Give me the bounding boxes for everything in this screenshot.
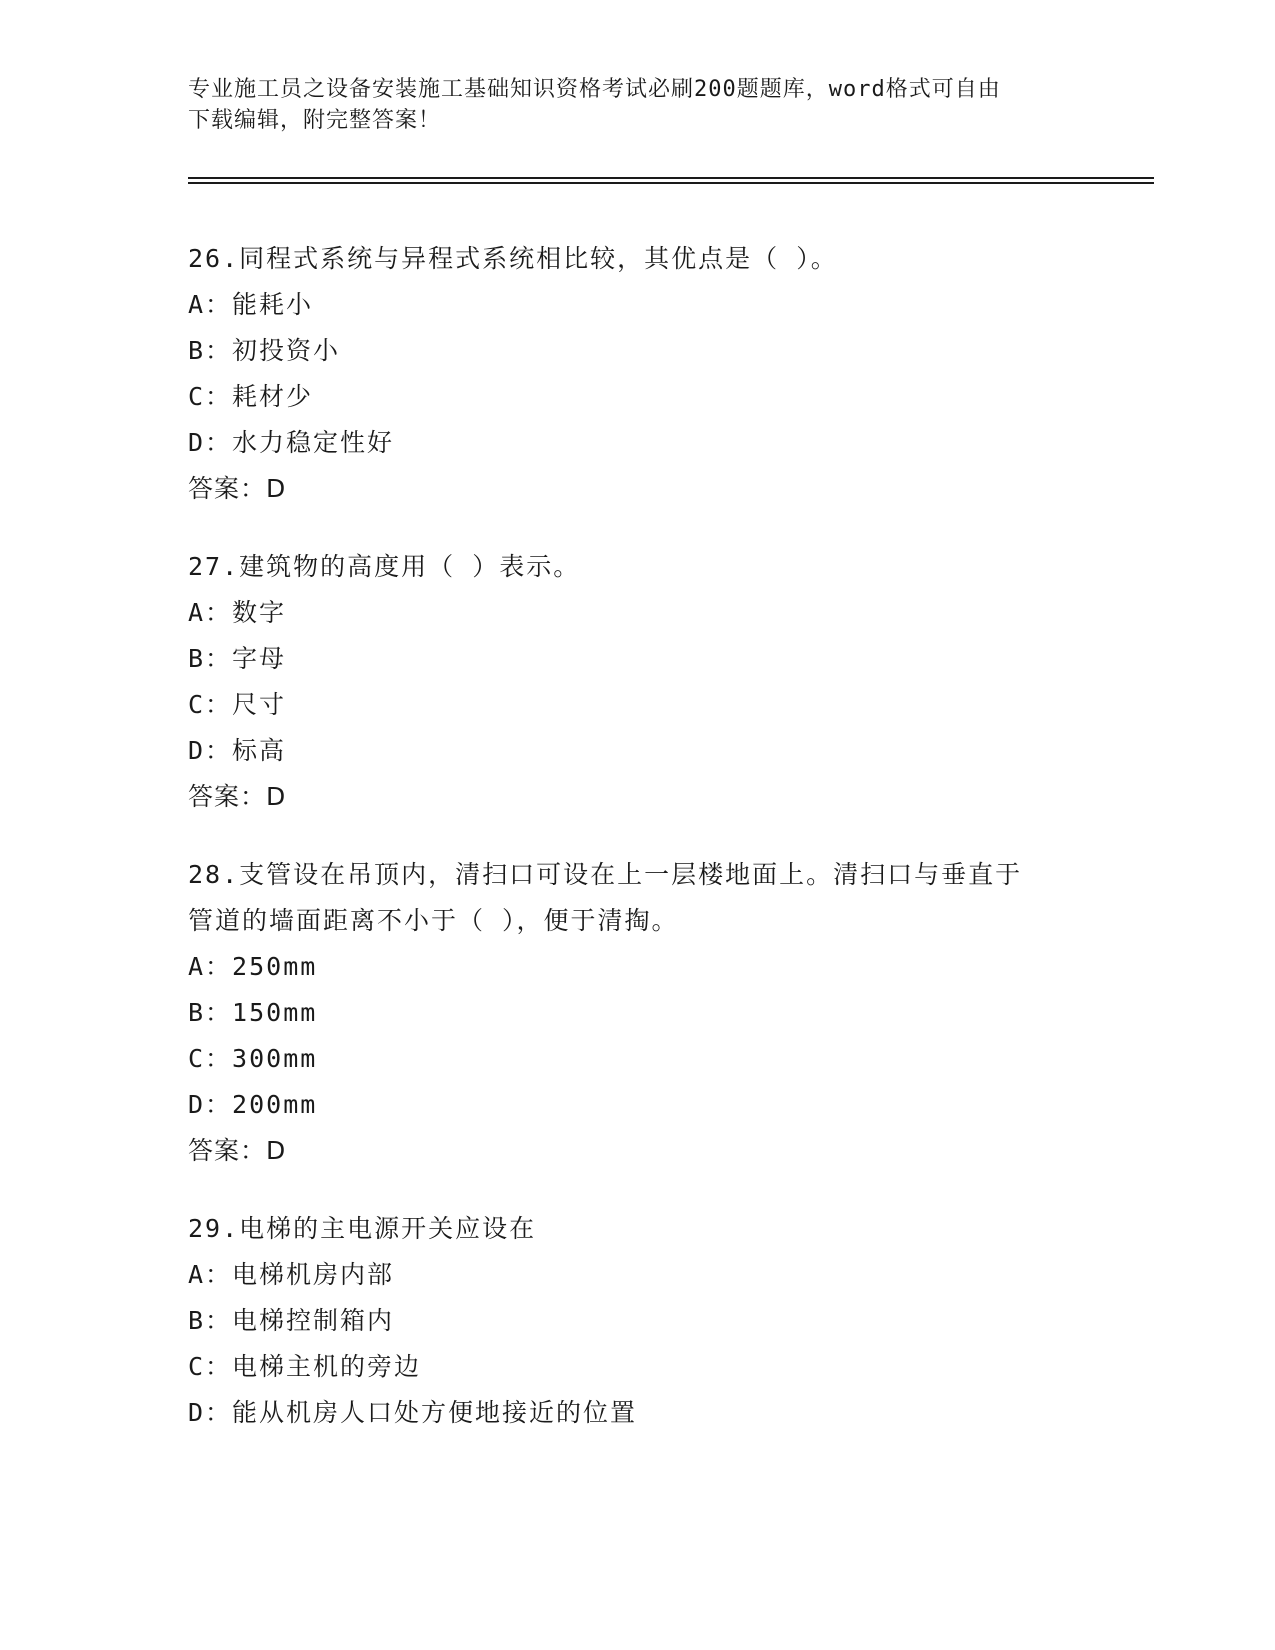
option-b: B：字母	[188, 644, 287, 673]
question-29	[188, 1206, 1088, 1436]
option-d: D：200mm	[188, 1090, 318, 1119]
question-list	[188, 236, 1088, 1468]
question-stem: 29.电梯的主电源开关应设在	[188, 1214, 537, 1243]
answer: 答案：D	[188, 782, 287, 811]
question-stem: 27.建筑物的高度用（ ）表示。	[188, 552, 581, 581]
option-c: C：300mm	[188, 1044, 318, 1073]
option-d: D：标高	[188, 736, 287, 765]
header-divider-bottom	[188, 182, 1154, 184]
header-divider-top	[188, 177, 1154, 179]
option-d: D：水力稳定性好	[188, 428, 395, 457]
answer: 答案：D	[188, 474, 287, 503]
question-28	[188, 852, 1088, 1174]
option-a: A：数字	[188, 598, 287, 627]
question-stem-line-1: 28.支管设在吊顶内，清扫口可设在上一层楼地面上。清扫口与垂直于	[188, 860, 1023, 889]
option-a: A：能耗小	[188, 290, 314, 319]
option-c: C：尺寸	[188, 690, 287, 719]
option-a: A：250mm	[188, 952, 318, 981]
question-26	[188, 236, 1088, 512]
option-b: B：初投资小	[188, 336, 341, 365]
header-title-line-2: 下载编辑，附完整答案！	[188, 108, 442, 133]
question-stem: 26.同程式系统与异程式系统相比较，其优点是（ ）。	[188, 244, 838, 273]
answer: 答案：D	[188, 1136, 287, 1165]
option-c: C：耗材少	[188, 382, 314, 411]
question-stem-line-2: 管道的墙面距离不小于（ ），便于清掏。	[188, 906, 679, 935]
document-header	[188, 74, 1088, 136]
header-title-line-1: 专业施工员之设备安装施工基础知识资格考试必刷200题题库，word格式可自由	[188, 77, 1001, 102]
option-b: B：电梯控制箱内	[188, 1306, 395, 1335]
option-a: A：电梯机房内部	[188, 1260, 395, 1289]
option-d: D：能从机房人口处方便地接近的位置	[188, 1398, 638, 1427]
option-b: B：150mm	[188, 998, 318, 1027]
option-c: C：电梯主机的旁边	[188, 1352, 422, 1381]
question-27	[188, 544, 1088, 820]
